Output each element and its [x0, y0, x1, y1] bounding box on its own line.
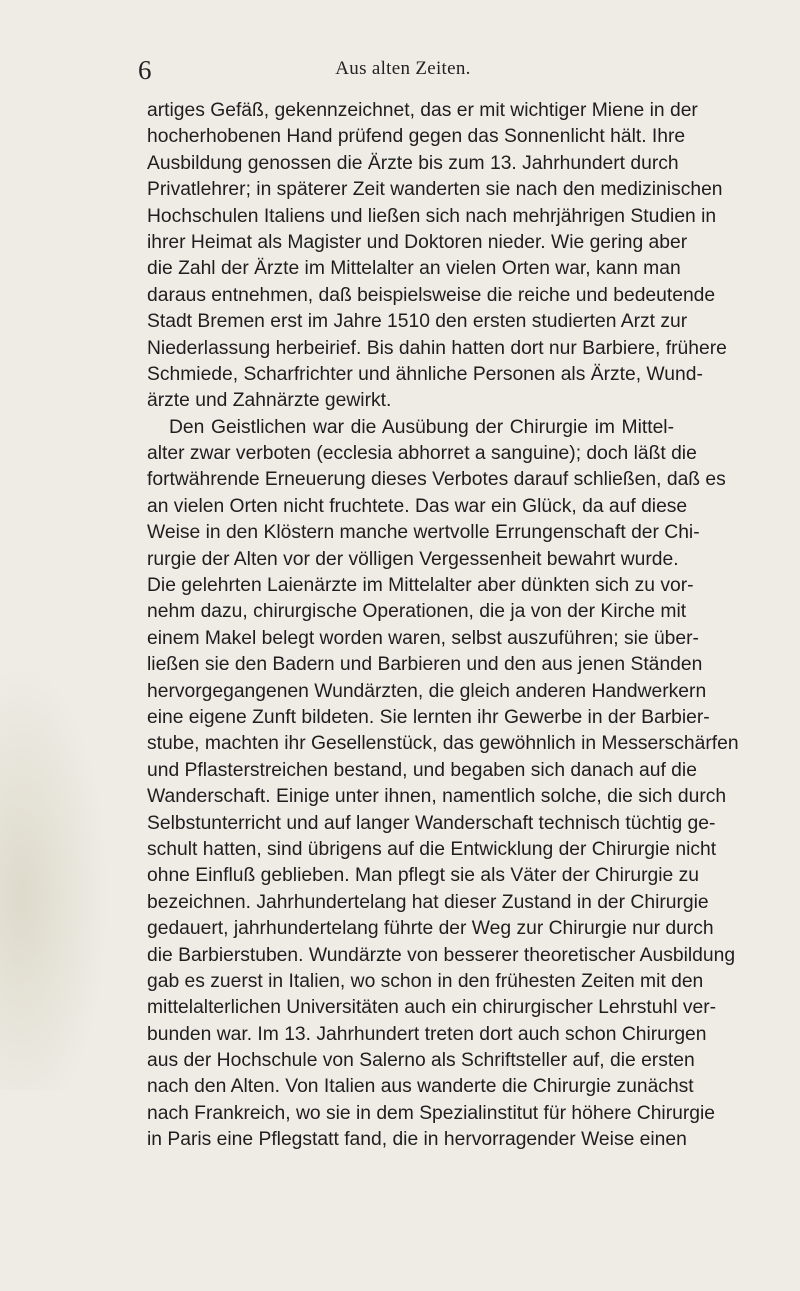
text-line: bunden war. Im 13. Jahrhundert treten dort auch schon Chirurgen: [147, 1023, 707, 1045]
text-line: Stadt Bremen erst im Jahre 1510 den ersten studierten Arzt zur: [147, 311, 688, 333]
text-line: Selbstunterricht und auf langer Wanderschaft technisch tüchtig ge-: [147, 812, 716, 834]
text-line: artiges Gefäß, gekennzeichnet, das er mit wichtiger Miene in der: [147, 100, 698, 121]
text-line: nehm dazu, chirurgische Operationen, die ja von der Kirche mit: [147, 601, 687, 623]
text-line: Wanderschaft. Einige unter ihnen, namentlich solche, die sich durch: [147, 786, 727, 808]
text-line: Niederlassung herbeirief. Bis dahin hatten dort nur Barbiere, frühere: [147, 337, 727, 359]
text-line: fortwährende Erneuerung dieses Verbotes darauf schließen, daß es: [147, 469, 726, 491]
body-text: [147, 98, 739, 1154]
text-line: die Zahl der Ärzte im Mittelalter an vielen Orten war, kann man: [147, 258, 681, 280]
text-line: Weise in den Klöstern manche wertvolle Errungenschaft der Chi-: [147, 522, 700, 544]
running-head: Aus alten Zeiten.: [335, 58, 471, 79]
text-line: schult hatten, sind übrigens auf die Entwicklung der Chirurgie nicht: [147, 838, 717, 860]
text-line: Den Geistlichen war die Ausübung der Chirurgie im Mittel-: [169, 416, 674, 438]
text-line: eine eigene Zunft bildeten. Sie lernten ihr Gewerbe in der Barbier-: [147, 706, 710, 728]
text-line: nach den Alten. Von Italien aus wanderte die Chirurgie zunächst: [147, 1076, 694, 1098]
text-line: daraus entnehmen, daß beispielsweise die reiche und bedeutende: [147, 284, 716, 306]
text-line: und Pflasterstreichen bestand, und begaben sich danach auf die: [147, 759, 697, 781]
text-line: nach Frankreich, wo sie in dem Spezialinstitut für höhere Chirurgie: [147, 1102, 715, 1124]
text-line: stube, machten ihr Gesellenstück, das gewöhnlich in Messerschärfen: [147, 733, 739, 755]
text-line: die Barbierstuben. Wundärzte von besserer theoretischer Ausbildung: [147, 944, 736, 966]
text-line: in Paris eine Pflegstatt fand, die in hervorragender Weise einen: [147, 1129, 687, 1151]
paper-stain: [0, 660, 110, 1090]
text-line: ärzte und Zahnärzte gewirkt.: [147, 390, 392, 412]
text-line: gedauert, jahrhundertelang führte der Weg zur Chirurgie nur durch: [147, 918, 714, 940]
text-line: Privatlehrer; in späterer Zeit wanderten sie nach den medizinischen: [147, 179, 723, 201]
page-number: 6: [138, 55, 152, 85]
page-header: [138, 55, 668, 85]
text-line: hervorgegangenen Wundärzten, die gleich anderen Handwerkern: [147, 680, 707, 702]
text-line: hocherhobenen Hand prüfend gegen das Sonnenlicht hält. Ihre: [147, 126, 686, 148]
text-line: aus der Hochschule von Salerno als Schriftsteller auf, die ersten: [147, 1050, 695, 1072]
text-line: Ausbildung genossen die Ärzte bis zum 13. Jahrhundert durch: [147, 152, 679, 174]
text-line: rurgie der Alten vor der völligen Vergessenheit bewahrt wurde.: [147, 548, 679, 570]
text-line: ließen sie den Badern und Barbieren und den aus jenen Ständen: [147, 654, 703, 676]
text-line: ohne Einfluß geblieben. Man pflegt sie als Väter der Chirurgie zu: [147, 865, 699, 887]
text-line: einem Makel belegt worden waren, selbst auszuführen; sie über-: [147, 627, 699, 649]
text-line: bezeichnen. Jahrhundertelang hat dieser Zustand in der Chirurgie: [147, 891, 709, 913]
text-line: an vielen Orten nicht fruchtete. Das war ein Glück, da auf diese: [147, 495, 688, 517]
text-line: Hochschulen Italiens und ließen sich nach mehrjährigen Studien in: [147, 205, 717, 227]
text-line: ihrer Heimat als Magister und Doktoren nieder. Wie gering aber: [147, 231, 688, 253]
text-line: alter zwar verboten (ecclesia abhorret a sanguine); doch läßt die: [147, 443, 697, 465]
text-line: Die gelehrten Laienärzte im Mittelalter aber dünkten sich zu vor-: [147, 575, 694, 597]
text-line: gab es zuerst in Italien, wo schon in den frühesten Zeiten mit den: [147, 970, 704, 992]
text-line: Schmiede, Scharfrichter und ähnliche Personen als Ärzte, Wund-: [147, 363, 703, 385]
text-line: mittelalterlichen Universitäten auch ein chirurgischer Lehrstuhl ver-: [147, 997, 717, 1019]
